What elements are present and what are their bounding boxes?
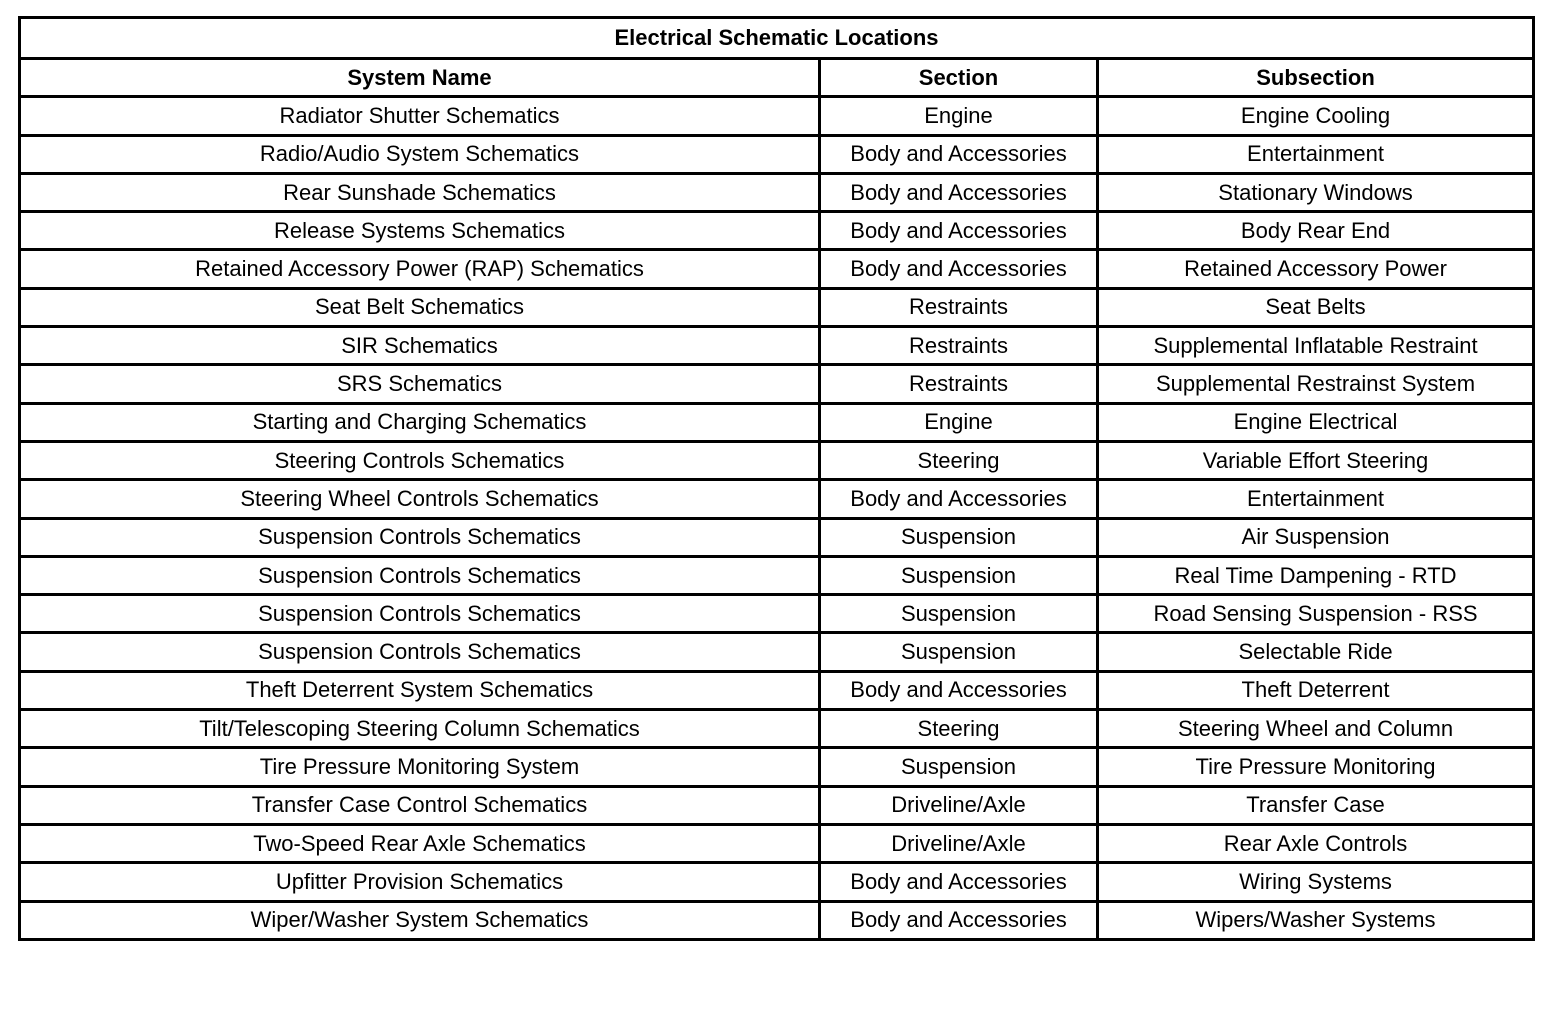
system-name-cell: Retained Accessory Power (RAP) Schematics — [20, 250, 820, 288]
system-name-cell: Seat Belt Schematics — [20, 288, 820, 326]
table-row — [20, 786, 1534, 824]
table-row — [20, 212, 1534, 250]
system-name-cell: Upfitter Provision Schematics — [20, 863, 820, 901]
table-row — [20, 595, 1534, 633]
table-row — [20, 863, 1534, 901]
table-row — [20, 403, 1534, 441]
section-cell: Restraints — [820, 365, 1098, 403]
subsection-cell: Supplemental Inflatable Restraint — [1098, 327, 1534, 365]
schematic-locations-table — [18, 16, 1535, 941]
subsection-cell: Selectable Ride — [1098, 633, 1534, 671]
section-cell: Body and Accessories — [820, 173, 1098, 211]
system-name-cell: Suspension Controls Schematics — [20, 518, 820, 556]
subsection-cell: Retained Accessory Power — [1098, 250, 1534, 288]
section-cell: Suspension — [820, 518, 1098, 556]
table-row — [20, 671, 1534, 709]
table-row — [20, 710, 1534, 748]
section-cell: Engine — [820, 403, 1098, 441]
subsection-cell: Wiring Systems — [1098, 863, 1534, 901]
section-cell: Driveline/Axle — [820, 824, 1098, 862]
table-row — [20, 365, 1534, 403]
system-name-cell: Steering Wheel Controls Schematics — [20, 480, 820, 518]
table-title: Electrical Schematic Locations — [20, 18, 1534, 59]
system-name-cell: Radio/Audio System Schematics — [20, 135, 820, 173]
system-name-cell: Starting and Charging Schematics — [20, 403, 820, 441]
table-row — [20, 135, 1534, 173]
header-subsection: Subsection — [1098, 59, 1534, 97]
table-row — [20, 173, 1534, 211]
subsection-cell: Real Time Dampening - RTD — [1098, 556, 1534, 594]
header-row — [20, 59, 1534, 97]
section-cell: Body and Accessories — [820, 863, 1098, 901]
section-cell: Restraints — [820, 288, 1098, 326]
subsection-cell: Tire Pressure Monitoring — [1098, 748, 1534, 786]
system-name-cell: Transfer Case Control Schematics — [20, 786, 820, 824]
section-cell: Suspension — [820, 556, 1098, 594]
system-name-cell: Suspension Controls Schematics — [20, 556, 820, 594]
subsection-cell: Air Suspension — [1098, 518, 1534, 556]
subsection-cell: Transfer Case — [1098, 786, 1534, 824]
table-row — [20, 824, 1534, 862]
system-name-cell: SRS Schematics — [20, 365, 820, 403]
section-cell: Steering — [820, 710, 1098, 748]
section-cell: Suspension — [820, 633, 1098, 671]
title-row — [20, 18, 1534, 59]
system-name-cell: Wiper/Washer System Schematics — [20, 901, 820, 939]
subsection-cell: Seat Belts — [1098, 288, 1534, 326]
header-section: Section — [820, 59, 1098, 97]
subsection-cell: Body Rear End — [1098, 212, 1534, 250]
system-name-cell: Radiator Shutter Schematics — [20, 97, 820, 135]
subsection-cell: Supplemental Restrainst System — [1098, 365, 1534, 403]
table-row — [20, 901, 1534, 939]
schematic-locations-table-wrapper — [18, 16, 1532, 941]
subsection-cell: Entertainment — [1098, 480, 1534, 518]
system-name-cell: Rear Sunshade Schematics — [20, 173, 820, 211]
system-name-cell: Suspension Controls Schematics — [20, 595, 820, 633]
section-cell: Driveline/Axle — [820, 786, 1098, 824]
table-row — [20, 250, 1534, 288]
section-cell: Steering — [820, 441, 1098, 479]
subsection-cell: Variable Effort Steering — [1098, 441, 1534, 479]
table-head — [20, 18, 1534, 97]
section-cell: Restraints — [820, 327, 1098, 365]
system-name-cell: Theft Deterrent System Schematics — [20, 671, 820, 709]
table-row — [20, 748, 1534, 786]
subsection-cell: Engine Electrical — [1098, 403, 1534, 441]
table-body — [20, 97, 1534, 940]
section-cell: Body and Accessories — [820, 480, 1098, 518]
system-name-cell: Steering Controls Schematics — [20, 441, 820, 479]
system-name-cell: Release Systems Schematics — [20, 212, 820, 250]
section-cell: Body and Accessories — [820, 212, 1098, 250]
system-name-cell: Suspension Controls Schematics — [20, 633, 820, 671]
subsection-cell: Steering Wheel and Column — [1098, 710, 1534, 748]
subsection-cell: Stationary Windows — [1098, 173, 1534, 211]
table-row — [20, 441, 1534, 479]
table-row — [20, 480, 1534, 518]
table-row — [20, 633, 1534, 671]
subsection-cell: Entertainment — [1098, 135, 1534, 173]
subsection-cell: Road Sensing Suspension - RSS — [1098, 595, 1534, 633]
system-name-cell: Tire Pressure Monitoring System — [20, 748, 820, 786]
table-row — [20, 518, 1534, 556]
subsection-cell: Wipers/Washer Systems — [1098, 901, 1534, 939]
subsection-cell: Rear Axle Controls — [1098, 824, 1534, 862]
subsection-cell: Engine Cooling — [1098, 97, 1534, 135]
table-row — [20, 327, 1534, 365]
section-cell: Suspension — [820, 748, 1098, 786]
section-cell: Body and Accessories — [820, 901, 1098, 939]
system-name-cell: Tilt/Telescoping Steering Column Schematics — [20, 710, 820, 748]
table-row — [20, 556, 1534, 594]
header-system-name: System Name — [20, 59, 820, 97]
section-cell: Suspension — [820, 595, 1098, 633]
system-name-cell: SIR Schematics — [20, 327, 820, 365]
section-cell: Body and Accessories — [820, 135, 1098, 173]
section-cell: Body and Accessories — [820, 250, 1098, 288]
table-row — [20, 288, 1534, 326]
table-row — [20, 97, 1534, 135]
subsection-cell: Theft Deterrent — [1098, 671, 1534, 709]
section-cell: Body and Accessories — [820, 671, 1098, 709]
system-name-cell: Two-Speed Rear Axle Schematics — [20, 824, 820, 862]
section-cell: Engine — [820, 97, 1098, 135]
